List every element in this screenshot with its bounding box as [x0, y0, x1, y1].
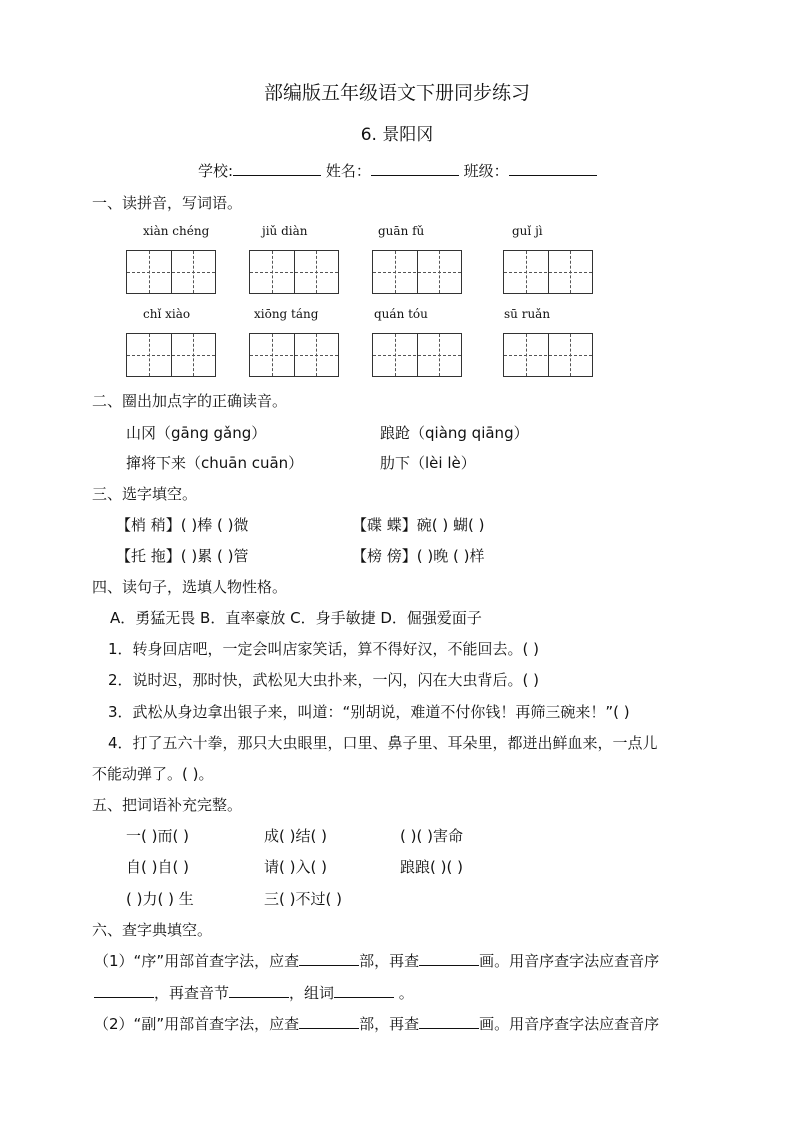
fill-item[interactable]: 【碟 蝶】碗( ) 蝴( )	[352, 516, 485, 534]
character-options: A．勇猛无畏 B．直率豪放 C．身手敏捷 D．倔强爱面子	[110, 609, 482, 627]
question-text: ，再查音节	[154, 984, 230, 1002]
writing-grid[interactable]	[126, 250, 216, 294]
idiom-item[interactable]: 成( )结( )	[264, 827, 327, 845]
question-item-continued[interactable]: 不能动弹了。( )。	[92, 765, 214, 783]
question-text: 部，再查	[359, 952, 420, 970]
answer-blank[interactable]	[299, 951, 359, 966]
pinyin-label: xiàn chéng	[143, 224, 210, 238]
question-text: ，组词	[289, 984, 335, 1002]
fill-item[interactable]: 【梢 稍】( )棒 ( )微	[116, 516, 249, 534]
idiom-item[interactable]: 请( )入( )	[264, 858, 327, 876]
fill-item[interactable]: 【榜 傍】( )晚 ( )样	[352, 547, 485, 565]
question-text: 画。用音序查字法应查音序	[479, 1015, 660, 1033]
idiom-item[interactable]: ( )( )害命	[400, 827, 463, 845]
section-3-heading: 三、选字填空。	[92, 485, 198, 503]
answer-blank[interactable]	[419, 951, 479, 966]
section-5-heading: 五、把词语补充完整。	[92, 796, 243, 814]
writing-grid[interactable]	[372, 333, 462, 377]
dictionary-question-1-continued	[94, 982, 414, 1003]
writing-grid[interactable]	[249, 250, 339, 294]
name-label: 姓名：	[325, 162, 371, 180]
writing-grid[interactable]	[503, 333, 593, 377]
pinyin-label: quán tóu	[374, 307, 428, 321]
idiom-item[interactable]: 自( )自( )	[126, 858, 189, 876]
idiom-item[interactable]: 踉踉( )( )	[400, 858, 463, 876]
pinyin-label: chǐ xiào	[143, 307, 191, 321]
reading-item[interactable]: 踉跄（qiàng qiāng）	[380, 424, 529, 442]
reading-item[interactable]: 肋下（lèi lè）	[380, 454, 476, 472]
reading-item[interactable]: 撺将下来（chuān cuān）	[126, 454, 304, 472]
class-field[interactable]	[509, 161, 597, 176]
writing-grid[interactable]	[372, 250, 462, 294]
question-text: 画。用音序查字法应查音序	[479, 952, 660, 970]
answer-blank[interactable]	[419, 1014, 479, 1029]
question-item[interactable]: 2．说时迟，那时快，武松见大虫扑来，一闪，闪在大虫背后。( )	[108, 671, 540, 689]
pinyin-label: jiǔ diàn	[262, 224, 308, 238]
pinyin-label: guān fǔ	[378, 224, 425, 238]
writing-grid[interactable]	[249, 333, 339, 377]
student-info	[198, 160, 597, 181]
section-4-heading: 四、读句子，选填人物性格。	[92, 578, 288, 596]
school-field[interactable]	[233, 161, 321, 176]
question-item[interactable]: 3．武松从身边拿出银子来，叫道：“别胡说，难道不付你钱！再筛三碗来！”( )	[108, 703, 630, 721]
pinyin-label: xiōng táng	[254, 307, 319, 321]
school-label: 学校:	[198, 162, 234, 180]
question-text: 。	[394, 984, 414, 1002]
writing-grid[interactable]	[126, 333, 216, 377]
idiom-item[interactable]: 一( )而( )	[126, 827, 189, 845]
name-field[interactable]	[371, 161, 459, 176]
section-1-heading: 一、读拼音，写词语。	[92, 194, 243, 212]
question-text: 部，再查	[359, 1015, 420, 1033]
question-text: （2）“副”用部首查字法，应查	[94, 1015, 300, 1033]
answer-blank[interactable]	[334, 983, 394, 998]
answer-blank[interactable]	[299, 1014, 359, 1029]
class-label: 班级：	[463, 162, 509, 180]
pinyin-label: sū ruǎn	[504, 307, 551, 321]
question-item[interactable]: 1．转身回店吧，一定会叫店家笑话，算不得好汉，不能回去。( )	[108, 640, 540, 658]
dictionary-question-2	[94, 1013, 659, 1034]
question-text: （1）“序”用部首查字法，应查	[94, 952, 300, 970]
idiom-item[interactable]: ( )力( ) 生	[126, 890, 194, 908]
section-6-heading: 六、查字典填空。	[92, 921, 213, 939]
section-2-heading: 二、圈出加点字的正确读音。	[92, 392, 288, 410]
dictionary-question-1	[94, 950, 659, 971]
answer-blank[interactable]	[94, 983, 154, 998]
reading-item[interactable]: 山冈（gāng gǎng）	[126, 424, 267, 442]
writing-grid[interactable]	[503, 250, 593, 294]
page-title: 部编版五年级语文下册同步练习	[263, 82, 530, 104]
fill-item[interactable]: 【托 拖】( )累 ( )管	[116, 547, 249, 565]
question-item[interactable]: 4．打了五六十拳，那只大虫眼里，口里、鼻子里、耳朵里，都迸出鲜血来，一点儿	[108, 734, 658, 752]
idiom-item[interactable]: 三( )不过( )	[264, 890, 342, 908]
answer-blank[interactable]	[229, 983, 289, 998]
pinyin-label: guǐ jì	[512, 224, 543, 238]
lesson-title: 6. 景阳冈	[360, 125, 434, 145]
